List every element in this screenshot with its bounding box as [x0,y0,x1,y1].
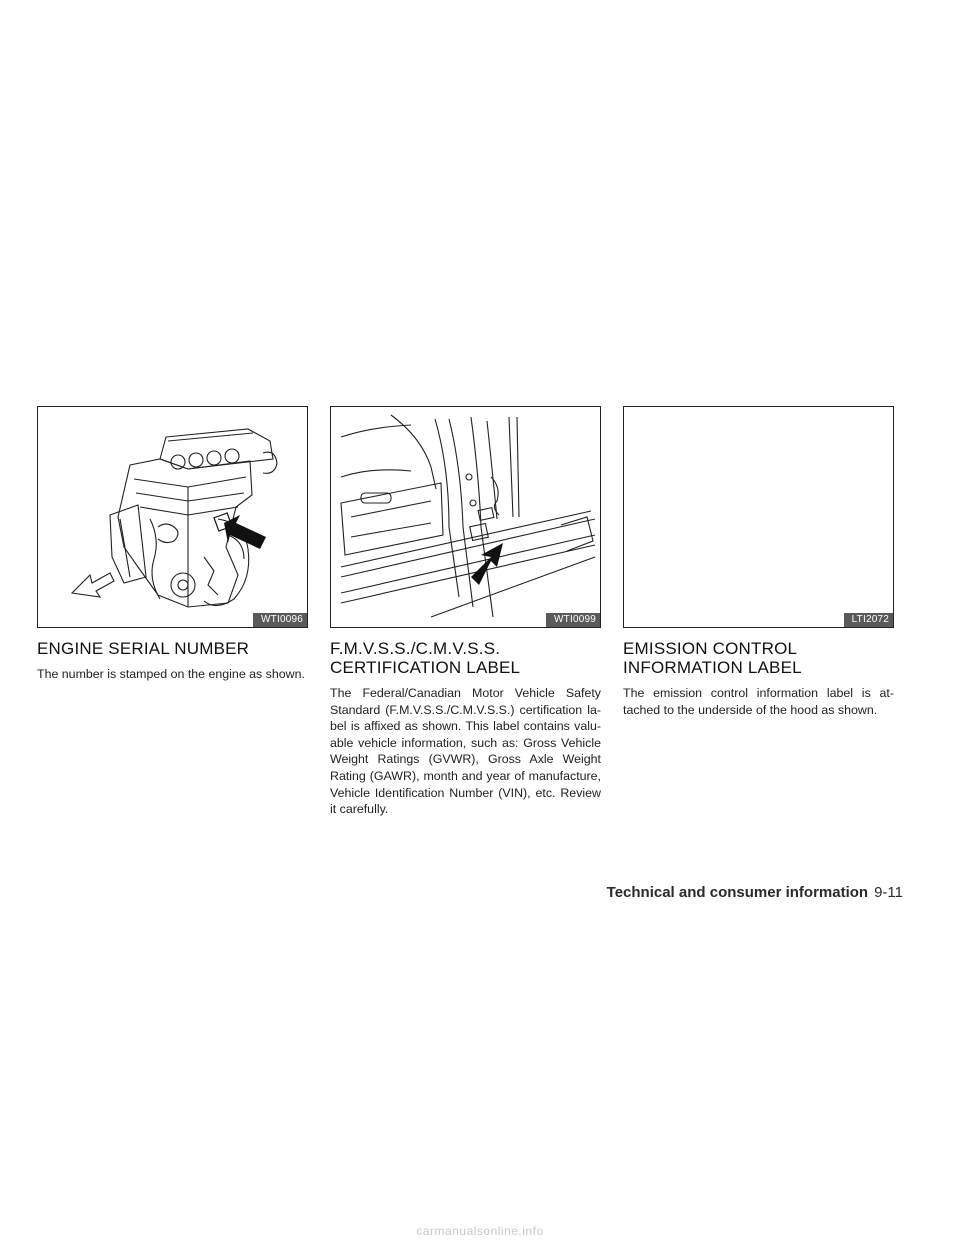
section-heading: EMISSION CONTROL INFORMATION LABEL [623,639,802,677]
engine-illustration-icon [38,407,307,627]
figure-code: WTI0096 [253,613,307,627]
door-sill-figure [330,406,601,628]
engine-figure [37,406,308,628]
section-emission-label [623,406,894,718]
emission-figure [623,406,894,628]
watermark: carmanualsonline.info [416,1224,544,1238]
figure-code: LTI2072 [844,613,893,627]
figure-code: WTI0099 [546,613,600,627]
door-sill-illustration-icon [331,407,600,627]
footer-section-title: Technical and consumer information [606,884,869,901]
section-body: The number is stamped on the engine as shown. [37,667,305,681]
section-engine-serial [37,406,308,683]
page-number: 9-11 [874,884,903,901]
section-heading: ENGINE SERIAL NUMBER [37,639,250,658]
section-certification-label [330,406,601,818]
page-footer [0,884,903,901]
section-heading: F.M.V.S.S./C.M.V.S.S. CERTIFICATION LABEL [330,639,521,677]
section-body: The Federal/Canadian Motor Vehicle Safety Standard (F.M.V.S.S./C.M.V.S.S.) certification la- bel is affixed as shown. This label contains valu- able vehicle information, such as: Gross Vehicle Weight Ratings (GVWR), Gross Axle Weight Rating (GAWR), month and year of manufacture, Vehicle Identification Number (VIN), etc. Review it carefully. [330,686,601,817]
section-body: The emission control information label is at- tached to the underside of the hood as shown. [623,686,894,717]
